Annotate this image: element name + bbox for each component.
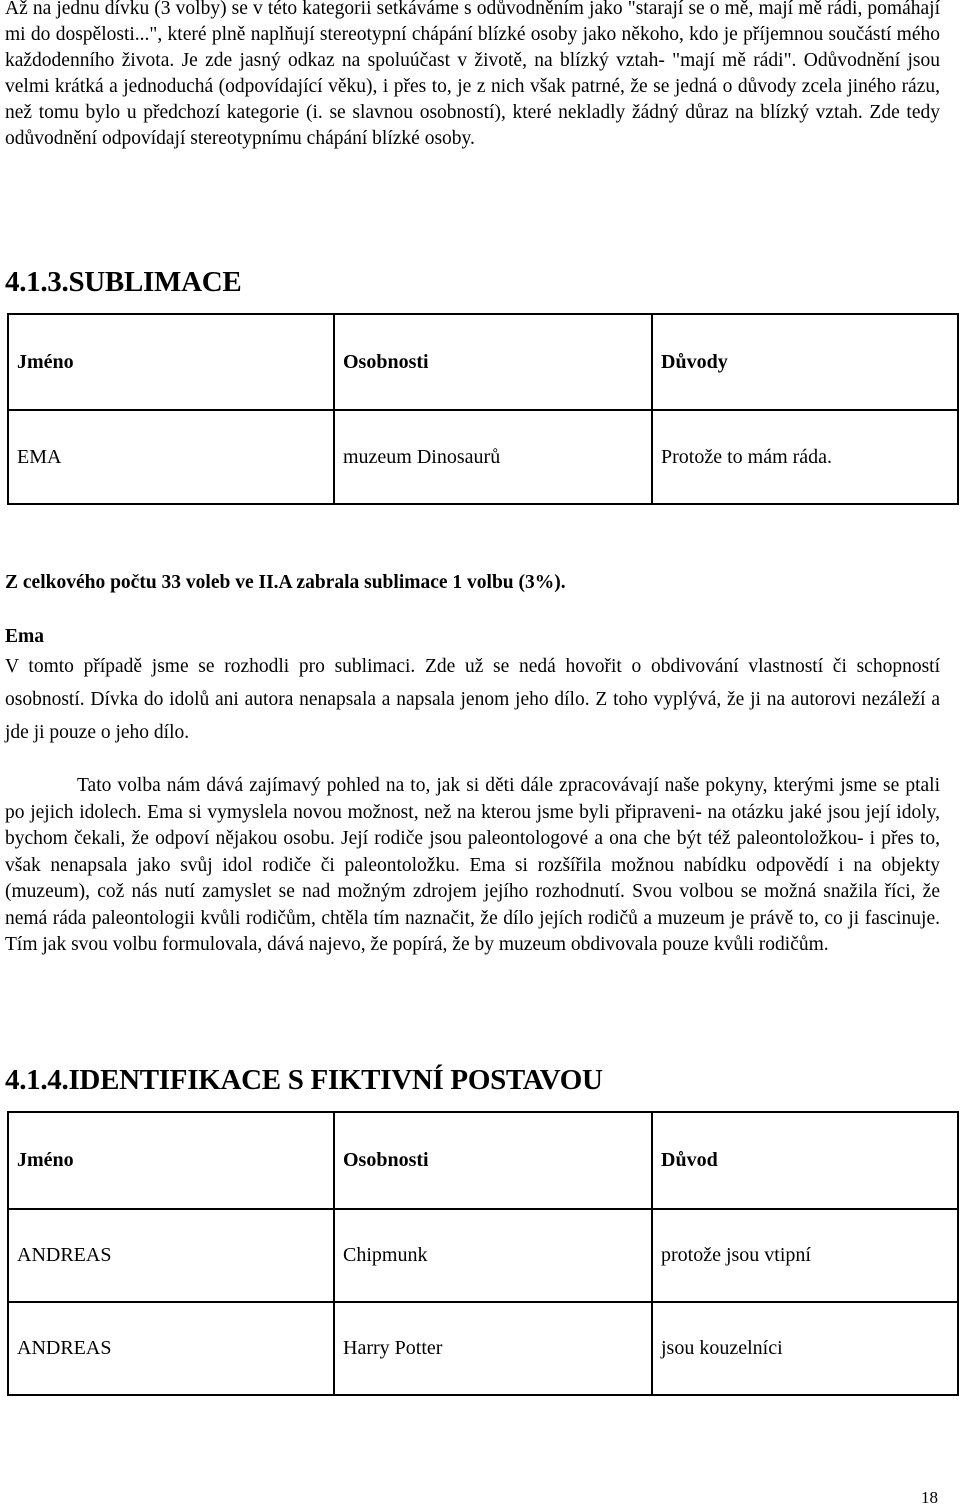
sublimace-table	[7, 313, 959, 505]
column-header-osobnosti: Osobnosti	[334, 314, 652, 410]
sublimace-paragraph-1: V tomto případě jsme se rozhodli pro sublimaci. Zde už se nedá hovořit o obdivování vlastností či schopností osobností. Dívka do idolů ani autora nenapsala a napsala jenom jeho dílo. Z toho vyplývá, že ji na autorovi nezáleží a jde ji pouze o jeho dílo.	[5, 656, 940, 743]
column-header-osobnosti: Osobnosti	[334, 1112, 652, 1209]
column-header-jmeno: Jméno	[8, 314, 334, 410]
column-header-duvod: Důvod	[652, 1112, 958, 1209]
table-cell-personality: Harry Potter	[334, 1302, 652, 1395]
table-row	[8, 410, 958, 504]
table-cell-name: EMA	[8, 410, 334, 504]
table-cell-personality: Chipmunk	[334, 1209, 652, 1302]
summary-line: Z celkového počtu 33 voleb ve II.A zabrala sublimace 1 volbu (3%).	[5, 572, 566, 593]
table-header-row	[8, 314, 958, 410]
table-cell-name: ANDREAS	[8, 1302, 334, 1395]
table-row	[8, 1302, 958, 1395]
table-cell-reason: protože jsou vtipní	[652, 1209, 958, 1302]
identifikace-table	[7, 1111, 959, 1396]
table-cell-reason: jsou kouzelníci	[652, 1302, 958, 1395]
column-header-jmeno: Jméno	[8, 1112, 334, 1209]
sublimace-paragraph-2: Tato volba nám dává zajímavý pohled na to, jak si děti dále zpracovávají naše pokyny, kterými jsme se ptali po jejich idolech. Ema si vymyslela novou možnost, než na kterou jsme byli připraveni- na otázku jaké jsou její idoly, bychom čekali, že odpoví nějakou osobu. Její rodiče jsou paleontologové a ona che být též paleontoložkou- i přes to, však nenapsala jako svůj idol rodiče či paleontoložku. Ema si rozšířila možnou nabídku odpovědí i na objekty (muzeum), což nás nutí zamyslet se nad možným zdrojem jejího rozhodnutí. Svou volbou se možná snažila říci, že nemá ráda paleontologii kvůli rodičům, chtěla tím naznačit, že dílo jejích rodičů a muzeum je právě to, co ji fascinuje. Tím jak svou volbu formulovala, dává najevo, že popírá, že by muzeum obdivovala pouze kvůli rodičům.	[5, 775, 940, 955]
section-heading-sublimace: 4.1.3.SUBLIMACE	[5, 266, 242, 298]
table-header-row	[8, 1112, 958, 1209]
column-header-duvody: Důvody	[652, 314, 958, 410]
intro-paragraph: Až na jednu dívku (3 volby) se v této kategorii setkáváme s odůvodněním jako "starají se o mě, mají mě rádi, pomáhají mi do dospělosti...", které plně naplňují stereotypní chápání blízké osoby jako někoho, kdo je příjemnou součástí mého každodenního života. Je zde jasný odkaz na spoluúčast v životě, na blízký vztah- "mají mě rádi". Odůvodnění jsou velmi krátká a jednoduchá (odpovídající věku), i přes to, je z nich však patrné, že se jedná o důvody zcela jiného rázu, než tomu bylo u předchozí kategorie (i. se slavnou osobností), které nekladly žádný důraz na blízký vztah. Zde tedy odůvodnění odpovídají stereotypnímu chápání blízké osoby.	[5, 0, 940, 149]
page-number: 18	[921, 1488, 938, 1507]
table-cell-reason: Protože to mám ráda.	[652, 410, 958, 504]
table-row	[8, 1209, 958, 1302]
table-cell-personality: muzeum Dinosaurů	[334, 410, 652, 504]
table-cell-name: ANDREAS	[8, 1209, 334, 1302]
name-label: Ema	[5, 626, 44, 647]
section-heading-identifikace: 4.1.4.IDENTIFIKACE S FIKTIVNÍ POSTAVOU	[5, 1064, 603, 1096]
